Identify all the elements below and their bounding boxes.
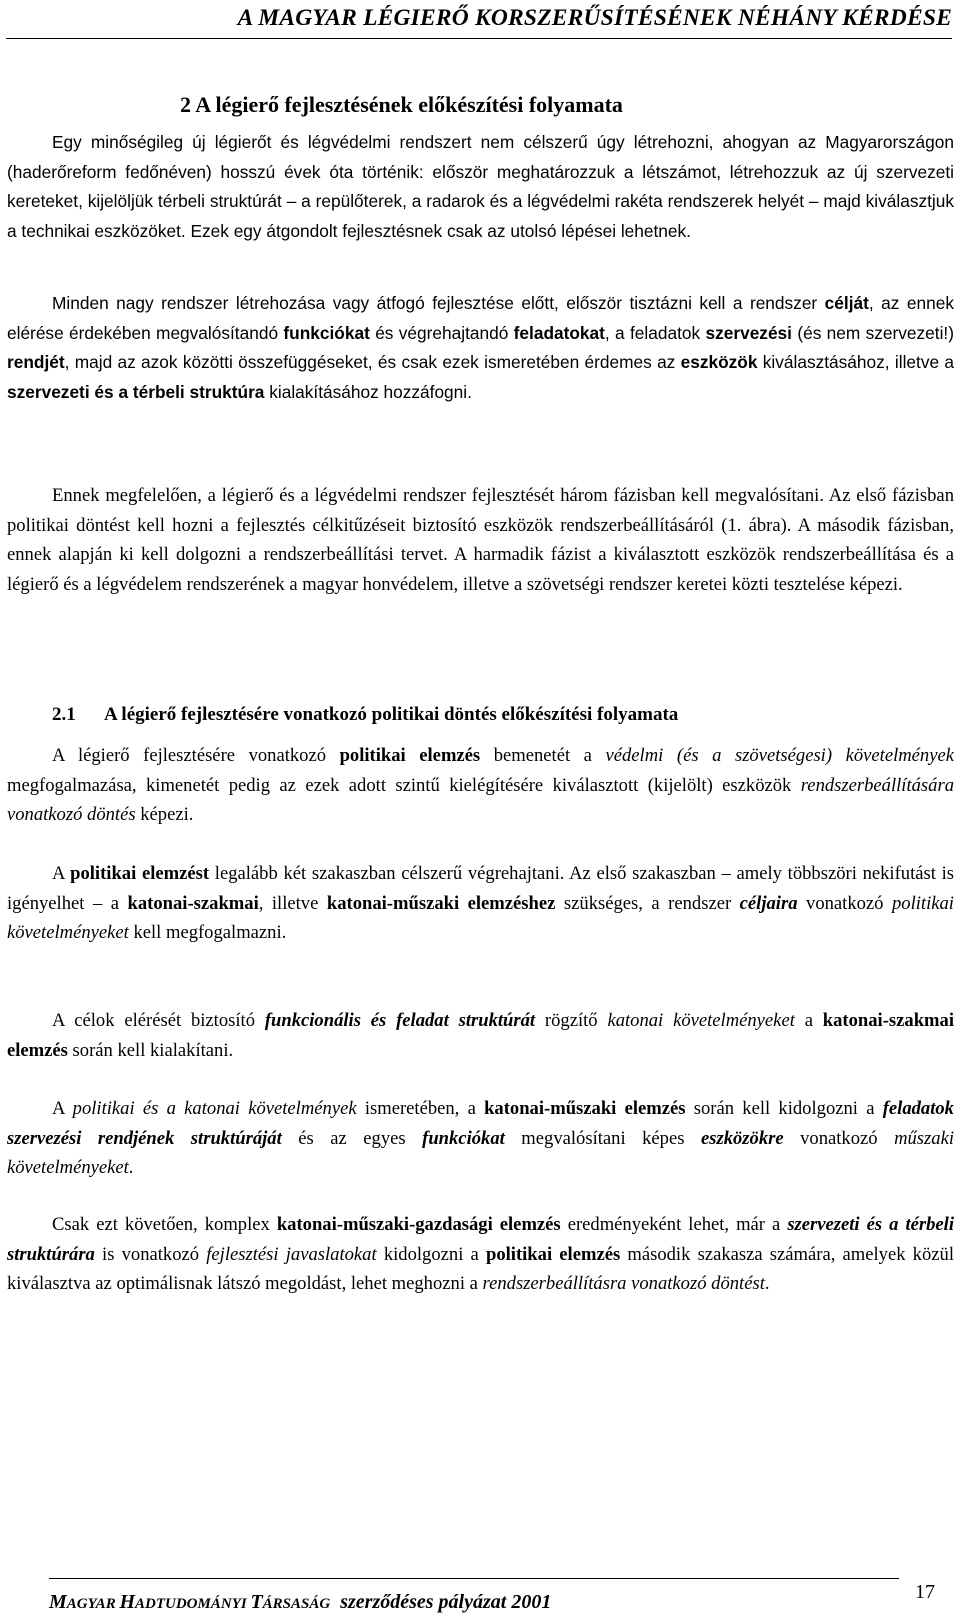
paragraph: Egy minőségileg új légierőt és légvédelmi rendszert nem célszerű úgy létrehozni, ahogyan az Magyarországon (haderőreform fedőnéven) hosszú évek óta történik: először meghatározzuk a létszámot, létrehozzuk az új szervezeti kereteket, kijelöljük térbeli struktúrát – a repülőterek, a radarok és a légvédelmi rakéta rendszerek helyét – majd kiválasztjuk a technikai eszközöket. Ezek egy átgondolt fejlesztésnek csak az utolsó lépései lehetnek. <box>7 132 954 241</box>
paragraph: A politikai elemzést legalább két szakaszban célszerű végrehajtani. Az első szakaszban – amely többszöri nekifutást is igényelhet – a katonai-szakmai, illetve katonai-műszaki elemzéshez szükséges, a rendszer céljaira vonatkozó politikai követelményeket kell megfogalmazni. <box>7 863 955 944</box>
footer-text: MAGYAR HADTUDOMÁNYI TÁRSASÁG szerződéses pályázat 2001 <box>49 1591 552 1613</box>
paragraph: Minden nagy rendszer létrehozása vagy átfogó fejlesztése előtt, először tisztázni kell a rendszer célját, az ennek elérése érdekében megvalósítandó funkciókat és végrehajtandó feladatokat, a feladatok szervezési (és nem szervezeti!) rendjét, majd az azok közötti összefüggéseket, és csak ezek ismeretében érdemes az eszközök kiválasztásához, illetve a szervezeti és a térbeli struktúra kialakításához hozzáfogni. <box>7 293 954 402</box>
paragraph: A légierő fejlesztésére vonatkozó politikai elemzés bemenetét a védelmi (és a szövetségesi) követelmények megfogalmazása, kimenetét pedig az ezek adott szintű kielégítésére kiválasztott (kijelölt) eszközök rendszerbeállítására vonatkozó döntés képezi. <box>7 745 954 826</box>
paragraph: A politikai és a katonai követelmények ismeretében, a katonai-műszaki elemzés során kell kidolgozni a feladatok szervezési rendjének struktúráját és az egyes funkciókat megvalósítani képes eszközökre vonatkozó műszaki követelményeket. <box>7 1098 954 1179</box>
paragraph: Csak ezt követően, komplex katonai-műszaki-gazdasági elemzés eredményeként lehet, már a szervezeti és a térbeli struktúrára is vonatkozó fejlesztési javaslatokat kidolgozni a politikai elemzés második szakasza számára, amelyek közül kiválasztva az optimálisnak látszó megoldást, lehet meghozni a rendszerbeállításra vonatkozó döntést. <box>7 1214 954 1295</box>
header-rule <box>6 38 952 39</box>
section-title: 2 A légierő fejlesztésének előkészítési folyamata <box>180 92 623 117</box>
paragraph: Ennek megfelelően, a légierő és a légvédelmi rendszer fejlesztését három fázisban kell megvalósítani. Az első fázisban politikai döntést kell hozni a fejlesztés célkitűzéseit biztosító eszközök rendszerbeállításáról (1. ábra). A második fázisban, ennek alapján ki kell dolgozni a rendszerbeállítási tervet. A harmadik fázist a kiválasztott eszközök rendszerbeállítása és a légierő és a légvédelem rendszerének a magyar honvédelem, illetve a szövetségi rendszer keretei közti tesztelése képezi. <box>7 485 954 595</box>
paragraph: A célok elérését biztosító funkcionális és feladat struktúrát rögzítő katonai követelményeket a katonai-szakmai elemzés során kell kialakítani. <box>7 1010 954 1061</box>
subsection-title: A légierő fejlesztésére vonatkozó politikai döntés előkészítési folyamata <box>104 704 679 725</box>
running-header: A MAGYAR LÉGIERŐ KORSZERŰSÍTÉSÉNEK NÉHÁNY KÉRDÉSE <box>237 5 952 31</box>
page-number: 17 <box>915 1581 935 1603</box>
subsection-number: 2.1 <box>52 704 76 725</box>
footer-rule <box>49 1578 899 1579</box>
